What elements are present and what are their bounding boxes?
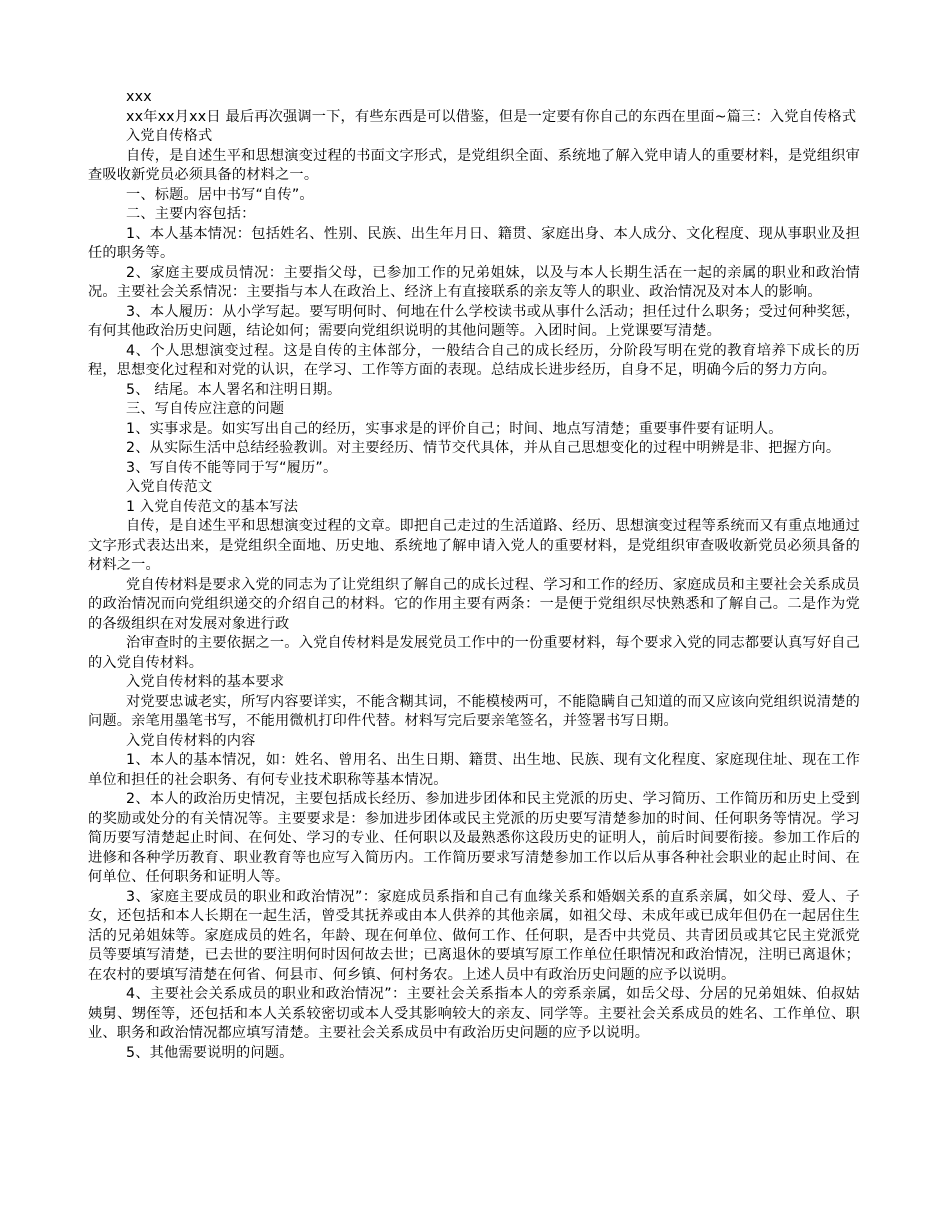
list-item: 3、写自传不能等同于写“履历”。 bbox=[126, 459, 338, 476]
paragraph: xxx bbox=[126, 89, 152, 105]
list-item: 5、 结尾。本人署名和注明日期。 bbox=[126, 381, 342, 398]
section-heading: 入党自传格式 bbox=[126, 128, 213, 144]
paragraph: 党自传材料是要求入党的同志为了让党组织了解自己的成长过程、学习和工作的经历、家庭成员和主要社会关系成员的政治情况而向党组织递交的介绍自己的材料。它的作用主要有两条：一是便于党组织尽快熟悉和了解自己。二是作为党的各级组织在对发展对象进行政 bbox=[88, 576, 860, 632]
section-heading: 入党自传范文 bbox=[126, 479, 213, 495]
section-heading: 入党自传材料的基本要求 bbox=[126, 674, 285, 690]
list-item: 2、从实际生活中总结经验教训。对主要经历、情节交代具体，并从自己思想变化的过程中明辨是非、把握方向。 bbox=[126, 440, 841, 456]
paragraph: xx年xx月xx日 最后再次强调一下，有些东西是可以借鉴，但是一定要有你自己的东西在里面~篇三：入党自传格式 bbox=[126, 108, 857, 125]
list-item: 5、其他需要说明的问题。 bbox=[126, 1044, 294, 1061]
list-item: 2、本人的政治历史情况，主要包括成长经历、参加进步团体和民主党派的历史、学习简历、工作简历和历史上受到的奖励或处分的有关情况等。主要要求是：参加进步团体或民主党派的历史要写清楚参加的时间、任何职务等情况。学习简历要写清楚起止时间、在何处、学习的专业、任何职以及最熟悉你这段历史的证明人，前后时间要衔接。参加工作后的进修和各种学历教育、职业教育等也应写入简历内。工作简历要求写清楚参加工作以后从事各种社会职业的起止时间、在何单位、任何职务和证明人等。 bbox=[88, 791, 860, 885]
list-item: 4、主要社会关系成员的职业和政治情况”：主要社会关系指本人的旁系亲属，如岳父母、分居的兄弟姐妹、伯叔姑姨舅、甥侄等，还包括和本人关系较密切或本人受其影响较大的亲友、同学等。主要社会关系成员的姓名、工作单位、职业、职务和政治情况都应填写清楚。主要社会关系成员中有政治历史问题的应予以说明。 bbox=[88, 986, 860, 1041]
list-item: 3、本人履历：从小学写起。要写明何时、何地在什么学校读书或从事什么活动；担任过什么职务；受过何种奖惩，有何其他政治历史问题，结论如何；需要向党组织说明的其他问题等。入团时间。上党课要写清楚。 bbox=[88, 303, 860, 339]
paragraph: 自传，是自述生平和思想演变过程的文章。即把自己走过的生活道路、经历、思想演变过程等系统而又有重点地通过文字形式表达出来，是党组织全面地、历史地、系统地了解申请入党人的重要材料，是党组织审查吸收新党员必须具备的材料之一。 bbox=[88, 518, 860, 573]
paragraph: 自传，是自述生平和思想演变过程的书面文字形式，是党组织全面、系统地了解入党申请人的重要材料，是党组织审查吸收新党员必须具备的材料之一。 bbox=[88, 147, 860, 183]
paragraph: 三、写自传应注意的问题 bbox=[126, 401, 285, 417]
paragraph: 二、主要内容包括： bbox=[126, 206, 256, 222]
section-heading: 入党自传材料的内容 bbox=[126, 732, 256, 749]
list-item: 1、实事求是。如实写出自己的经历，实事求是的评价自己；时间、地点写清楚；重要事件要有证明人。 bbox=[126, 420, 783, 437]
document-body bbox=[88, 88, 860, 1063]
paragraph: 一、标题。居中书写“自传”。 bbox=[126, 186, 314, 203]
list-item: 1、本人的基本情况，如：姓名、曾用名、出生日期、籍贯、出生地、民族、现有文化程度、家庭现住址、现在工作单位和担任的社会职务、有何专业技术职称等基本情况。 bbox=[88, 752, 860, 788]
list-item: 4、个人思想演变过程。这是自传的主体部分，一般结合自己的成长经历，分阶段写明在党的教育培养下成长的历程，思想变化过程和对党的认识，在学习、工作等方面的表现。总结成长进步经历，自身不足，明确今后的努力方向。 bbox=[88, 342, 860, 378]
list-item: 3、家庭主要成员的职业和政治情况”：家庭成员系指和自己有血缘关系和婚姻关系的直系亲属，如父母、爱人、子女，还包括和本人长期在一起生活，曾受其抚养或由本人供养的其他亲属，如祖父母、未成年或已成年但仍在一起居住生活的兄弟姐妹等。家庭成员的姓名，年龄、现在何单位、做何工作、任何职，是否中共党员、共青团员或其它民主党派党员等要填写清楚，已去世的要注明何时因何故去世；已离退休的要填写原工作单位任职情况和政治情况，注明已离退休；在农村的要填写清楚在何省、何县市、何乡镇、何村务农。上述人员中有政治历史问题的应予以说明。 bbox=[88, 888, 860, 983]
list-item: 2、家庭主要成员情况：主要指父母，已参加工作的兄弟姐妹，以及与本人长期生活在一起的亲属的职业和政治情况。主要社会关系情况：主要指与本人在政治上、经济上有直接联系的亲友等人的职业、政治情况及对本人的影响。 bbox=[88, 264, 860, 300]
paragraph: 对党要忠诚老实，所写内容要详实，不能含糊其词，不能模棱两可，不能隐瞒自己知道的而又应该向党组织说清楚的问题。亲笔用墨笔书写，不能用微机打印件代替。材料写完后要亲笔签名，并签署书写日期。 bbox=[88, 693, 860, 729]
section-heading: 1 入党自传范文的基本写法 bbox=[126, 498, 299, 515]
paragraph: 治审查时的主要依据之一。入党自传材料是发展党员工作中的一份重要材料，每个要求入党的同志都要认真写好自己的入党自传材料。 bbox=[88, 635, 860, 671]
list-item: 1、本人基本情况：包括姓名、性别、民族、出生年月日、籍贯、家庭出身、本人成分、文化程度、现从事职业及担任的职务等。 bbox=[88, 225, 860, 261]
